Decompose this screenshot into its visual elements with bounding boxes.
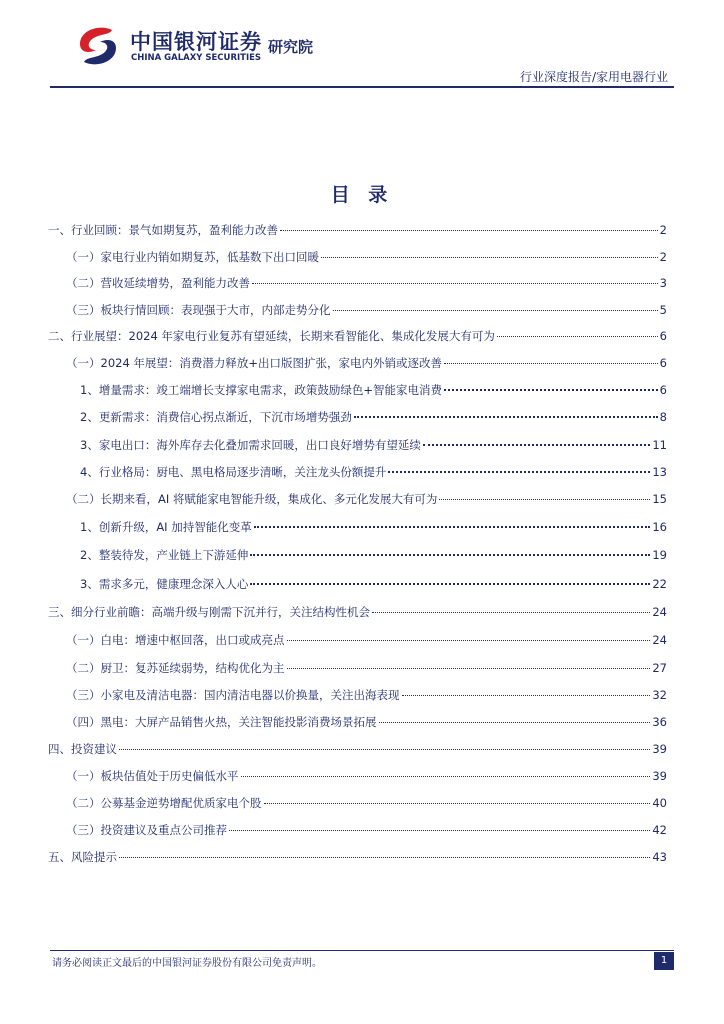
toc-entry-page: 8 (659, 410, 667, 424)
toc-entry-page: 42 (652, 823, 667, 837)
toc-title: 目 录 (330, 184, 394, 206)
toc-entry-label: 一、行业回顾：景气如期复苏，盈利能力改善 (48, 223, 278, 237)
toc-entry[interactable] (48, 328, 667, 348)
toc-leader (354, 416, 658, 418)
logo-english-name: CHINA GALAXY SECURITIES (131, 53, 262, 63)
logo-chinese-name: 中国银河证券 (130, 30, 262, 54)
toc-entry[interactable] (80, 576, 667, 596)
toc-entry-label: （一）板块估值处于历史偏低水平 (66, 769, 239, 783)
toc-leader (264, 803, 651, 804)
toc-entry-page: 39 (652, 769, 667, 783)
toc-entry-page: 6 (659, 329, 667, 343)
toc-entry-label: （二）长期来看，AI 将赋能家电智能升级，集成化、多元化发展大有可为 (66, 492, 438, 506)
toc-entry-label: 1、增量需求：竣工端增长支撑家电需求，政策鼓励绿色+智能家电消费 (80, 383, 442, 397)
toc-entry-label: （二）公募基金逆势增配优质家电个股 (66, 796, 262, 810)
footer-divider (50, 950, 674, 951)
toc-entry-label: （三）板块行情回顾：表现强于大市，内部走势分化 (66, 303, 331, 317)
page-number: 1 (654, 952, 674, 970)
toc-leader (497, 336, 658, 337)
toc-entry-label: 二、行业展望：2024 年家电行业复苏有望延续，长期来看智能化、集成化发展大有可为 (48, 329, 495, 343)
toc-entry[interactable] (66, 275, 667, 295)
page-header (0, 0, 724, 92)
toc-entry[interactable] (80, 464, 667, 484)
toc-entry-label: 1、创新升级，AI 加持智能化变革 (80, 520, 252, 534)
toc-leader (119, 857, 650, 858)
toc-leader (333, 310, 658, 311)
toc-leader (250, 583, 650, 585)
toc-leader (280, 230, 658, 231)
toc-entry-label: 五、风险提示 (48, 850, 117, 864)
toc-entry-page: 16 (652, 520, 667, 534)
toc-entry-page: 32 (652, 688, 667, 702)
toc-entry[interactable] (48, 849, 667, 869)
toc-entry[interactable] (66, 249, 667, 269)
toc-leader (423, 444, 651, 446)
footer-disclaimer: 请务必阅读正文最后的中国银河证券股份有限公司免责声明。 (52, 958, 322, 969)
toc-entry-label: （四）黑电：大屏产品销售火热，关注智能投影消费场景拓展 (66, 715, 377, 729)
toc-leader (379, 722, 651, 723)
toc-entry[interactable] (66, 491, 667, 511)
toc-entry[interactable] (66, 768, 667, 788)
toc-entry-label: 4、行业格局：厨电、黑电格局逐步清晰，关注龙头份额提升 (80, 465, 387, 479)
toc-leader (372, 612, 650, 613)
report-type: 行业深度报告/家用电器行业 (519, 70, 668, 84)
toc-entry-label: （三）投资建议及重点公司推荐 (66, 823, 227, 837)
toc-entry[interactable] (48, 741, 667, 761)
toc-entry-page: 11 (652, 438, 667, 452)
toc-entry-page: 2 (659, 250, 667, 264)
toc-entry[interactable] (66, 302, 667, 322)
toc-entry[interactable] (48, 604, 667, 624)
toc-entry-label: 2、整装待发，产业链上下游延伸 (80, 548, 249, 562)
toc-entry[interactable] (80, 382, 667, 402)
toc-entry-label: 2、更新需求：消费信心拐点渐近，下沉市场增势强劲 (80, 410, 352, 424)
toc-leader (439, 499, 650, 500)
toc-entry-page: 2 (659, 223, 667, 237)
toc-entry-page: 24 (652, 605, 667, 619)
galaxy-logo-icon (72, 24, 124, 68)
toc-entry[interactable] (80, 519, 667, 539)
toc-entry-label: 3、需求多元，健康理念深入人心 (80, 577, 249, 591)
toc-entry[interactable] (80, 409, 667, 429)
company-logo (72, 24, 332, 68)
toc-entry[interactable] (48, 222, 667, 242)
toc-leader (254, 526, 651, 528)
toc-entry-page: 6 (659, 383, 667, 397)
toc-entry[interactable] (66, 795, 667, 815)
toc-entry[interactable] (66, 687, 667, 707)
toc-entry-label: （二）厨卫：复苏延续弱势，结构优化为主 (66, 661, 285, 675)
header-divider (50, 86, 674, 88)
toc-leader (250, 554, 650, 556)
toc-entry-page: 39 (652, 742, 667, 756)
toc-entry[interactable] (66, 632, 667, 652)
toc-leader (444, 389, 658, 391)
toc-entry-page: 24 (652, 633, 667, 647)
toc-leader (321, 257, 658, 258)
toc-entry[interactable] (66, 660, 667, 680)
toc-entry-page: 13 (652, 465, 667, 479)
toc-leader (287, 668, 651, 669)
toc-entry[interactable] (80, 547, 667, 567)
toc-entry-page: 15 (652, 492, 667, 506)
toc-entry-label: （二）营收延续增势，盈利能力改善 (66, 276, 250, 290)
toc-entry[interactable] (66, 355, 667, 375)
toc-entry-page: 43 (652, 850, 667, 864)
toc-entry-page: 6 (659, 356, 667, 370)
toc-leader (388, 471, 650, 473)
toc-leader (252, 283, 658, 284)
toc-entry-label: （一）2024 年展望：消费潜力释放+出口版图扩张，家电内外销或逐改善 (66, 356, 443, 370)
toc-leader (119, 749, 650, 750)
toc-entry[interactable] (66, 822, 667, 842)
toc-entry-label: （一）白电：增速中枢回落，出口或成亮点 (66, 633, 285, 647)
toc-entry-label: 四、投资建议 (48, 742, 117, 756)
toc-entry-page: 3 (659, 276, 667, 290)
toc-entry-label: 3、家电出口：海外库存去化叠加需求回暖，出口良好增势有望延续 (80, 438, 421, 452)
toc-leader (229, 830, 650, 831)
toc-entry-label: 三、细分行业前瞻：高端升级与刚需下沉并行，关注结构性机会 (48, 605, 370, 619)
toc-entry-page: 36 (652, 715, 667, 729)
toc-entry-label: （一）家电行业内销如期复苏，低基数下出口回暖 (66, 250, 319, 264)
logo-institute: 研究院 (268, 38, 314, 56)
toc-entry-page: 27 (652, 661, 667, 675)
toc-leader (287, 640, 651, 641)
toc-entry[interactable] (80, 437, 667, 457)
toc-entry-page: 5 (659, 303, 667, 317)
toc-entry[interactable] (66, 714, 667, 734)
toc-entry-page: 19 (652, 548, 667, 562)
toc-leader (241, 776, 651, 777)
toc-entry-page: 40 (652, 796, 667, 810)
toc-entry-page: 22 (652, 577, 667, 591)
toc-leader (402, 695, 651, 696)
toc-entry-label: （三）小家电及清洁电器：国内清洁电器以价换量，关注出海表现 (66, 688, 400, 702)
toc-leader (444, 363, 658, 364)
